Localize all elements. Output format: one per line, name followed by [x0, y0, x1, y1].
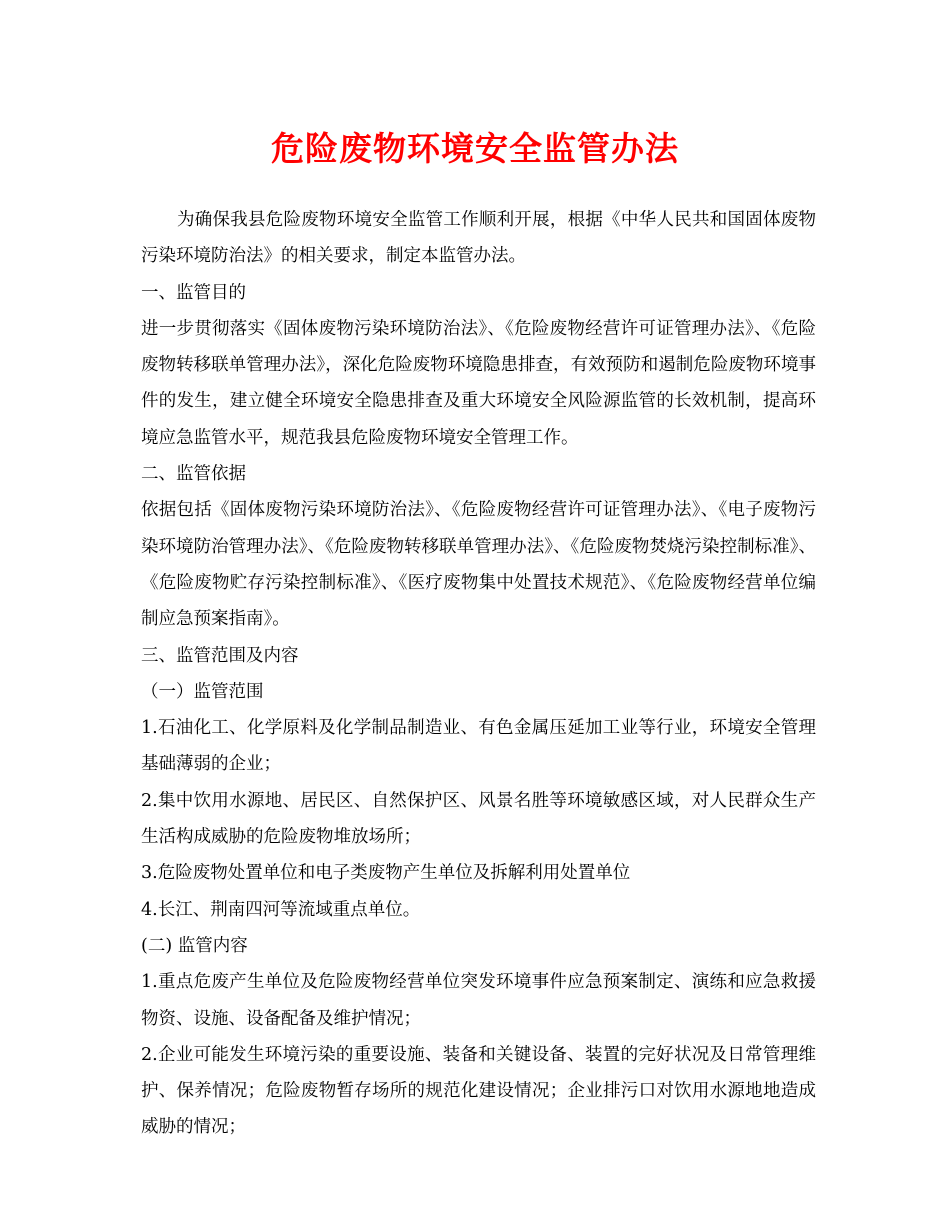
document-title: 危险废物环境安全监管办法	[271, 129, 679, 168]
scope-item-3: 3.危险废物处置单位和电子类废物产生单位及拆解利用处置单位	[141, 863, 631, 884]
scope-item-2: 2.集中饮用水源地、居民区、自然保护区、风景名胜等环境敏感区域，对人民群众生产生活构成威胁的危险废物堆放场所；	[141, 790, 816, 848]
content-item-2: 2.企业可能发生环境污染的重要设施、装备和关键设备、装置的完好状况及日常管理维护、保养情况；危险废物暂存场所的规范化建设情况；企业排污口对饮用水源地地造成威胁的情况；	[141, 1044, 816, 1138]
section-heading-purpose: 一、监管目的	[141, 282, 246, 303]
document-body	[141, 202, 816, 1146]
basis-paragraph: 依据包括《固体废物污染环境防治法》、《危险废物经营许可证管理办法》、《电子废物污染环境防治管理办法》、《危险废物转移联单管理办法》、《危险废物焚烧污染控制标准》、《危险废物贮存污染控制标准》、《医疗废物集中处置技术规范》、《危险废物经营单位编制应急预案指南》。	[141, 500, 816, 630]
scope-item-4: 4.长江、荆南四河等流域重点单位。	[141, 899, 421, 920]
intro-paragraph: 为确保我县危险废物环境安全监管工作顺利开展，根据《中华人民共和国固体废物污染环境防治法》的相关要求，制定本监管办法。	[141, 210, 816, 267]
section-heading-scope: 三、监管范围及内容	[141, 645, 299, 666]
content-item-1: 1.重点危废产生单位及危险废物经营单位突发环境事件应急预案制定、演练和应急救援物资、设施、设备配备及维护情况；	[141, 972, 816, 1029]
section-heading-basis: 二、监管依据	[141, 464, 246, 485]
scope-item-1: 1.石油化工、化学原料及化学制品制造业、有色金属压延加工业等行业，环境安全管理基础薄弱的企业；	[141, 718, 816, 775]
subsection-heading-content: (二) 监管内容	[141, 935, 248, 956]
subsection-heading-scope: （一）监管范围	[141, 681, 264, 702]
purpose-paragraph: 进一步贯彻落实《固体废物污染环境防治法》、《危险废物经营许可证管理办法》、《危险废物转移联单管理办法》，深化危险废物环境隐患排查，有效预防和遏制危险废物环境事件的发生，建立健全环境安全隐患排查及重大环境安全风险源监管的长效机制，提高环境应急监管水平，规范我县危险废物环境安全管理工作。	[141, 318, 816, 448]
